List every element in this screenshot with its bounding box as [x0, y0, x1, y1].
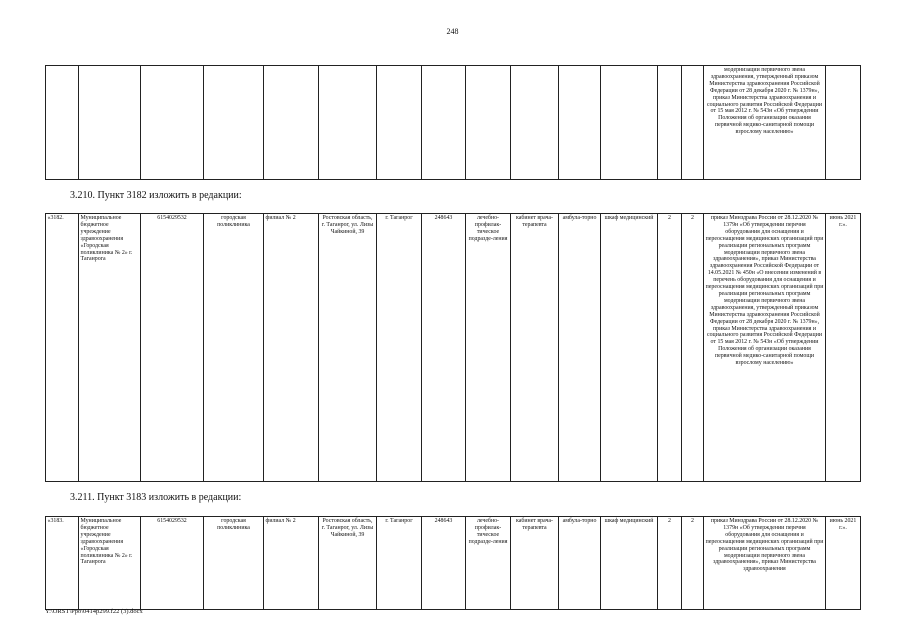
- cell-id: [46, 66, 79, 180]
- table-row: [46, 517, 861, 610]
- cell-qty2: 2: [682, 517, 704, 610]
- cell-branch: филиал № 2: [264, 214, 319, 482]
- cell-inn: 6154029532: [141, 517, 204, 610]
- cell-profile: лечебно-профилак-тическое подразде-ления: [466, 214, 511, 482]
- cell-code: 248643: [422, 214, 466, 482]
- cell-mode: амбула-торно: [559, 214, 601, 482]
- cell-equipment: [601, 66, 658, 180]
- cell-qty1: 2: [658, 214, 682, 482]
- cell-room: кабинет врача-терапевта: [511, 517, 559, 610]
- cell-branch: филиал № 2: [264, 517, 319, 610]
- cell-address: Ростовская область, г. Таганрог, ул. Лизы Чайкиной, 39: [319, 214, 377, 482]
- cell-date: июнь 2021 г.».: [826, 214, 861, 482]
- cell-branch: [264, 66, 319, 180]
- cell-id: «3183.: [46, 517, 79, 610]
- cell-basis: приказ Минздрава России от 28.12.2020 № 1379н «Об утверждении перечня оборудования для оснащения и переоснащения медицинских организаций при реализации региональных программ модернизации первичного звена здравоохранения», приказ Министерства здравоохранения: [704, 517, 826, 610]
- cell-mode: [559, 66, 601, 180]
- registry-table-3183: [45, 516, 861, 610]
- page-number: 248: [446, 27, 459, 36]
- cell-qty2: [682, 66, 704, 180]
- cell-room: кабинет врача-терапевта: [511, 214, 559, 482]
- table-row: [46, 214, 861, 482]
- section-heading-3210: 3.210. Пункт 3182 изложить в редакции:: [70, 190, 242, 201]
- cell-inn: [141, 66, 204, 180]
- cell-name: [79, 66, 141, 180]
- cell-profile: [466, 66, 511, 180]
- cell-room: [511, 66, 559, 180]
- registry-table-continuation: [45, 65, 861, 180]
- cell-name: Муниципальное бюджетное учреждение здравоохранения «Городская поликлиника № 2» г. Таганрога: [79, 517, 141, 610]
- cell-address: [319, 66, 377, 180]
- cell-type: городская поликлиника: [204, 517, 264, 610]
- section-heading-3211: 3.211. Пункт 3183 изложить в редакции:: [70, 492, 242, 503]
- cell-profile: лечебно-профилак-тическое подразде-ления: [466, 517, 511, 610]
- cell-equipment: шкаф медицинский: [601, 517, 658, 610]
- cell-inn: 6154029532: [141, 214, 204, 482]
- footer-file-path: Y:\ORST\Ppo\0414p299.f22 (3).docx: [45, 608, 143, 615]
- cell-name: Муниципальное бюджетное учреждение здравоохранения «Городская поликлиника № 2» г. Таганрога: [79, 214, 141, 482]
- cell-address: Ростовская область, г. Таганрог, ул. Лизы Чайкиной, 39: [319, 517, 377, 610]
- cell-basis: приказ Минздрава России от 28.12.2020 № 1379н «Об утверждении перечня оборудования для оснащения и переоснащения медицинских организаций при реализации региональных программ модернизации первичного звена здравоохранения», приказ Министерства здравоохранения Российской Федерации от 14.05.2021 № 450н «О внесении изменений в перечень оборудования для оснащения и переоснащения медицинских организаций при реализации региональных программ модернизации первичного звена здравоохранения, утвержденный приказом Министерства здравоохранения Российской Федерации от 28 декабря 2020 г. № 1379н», приказ Министерства здравоохранения и социального развития Российской Федерации от 15 мая 2012 г. № 543н «Об утверждении Положения об организации оказания первичной медико-санитарной помощи взрослому населению»: [704, 214, 826, 482]
- cell-date: июнь 2021 г.».: [826, 517, 861, 610]
- cell-city: г. Таганрог: [377, 517, 422, 610]
- cell-basis: модернизации первичного звена здравоохранения, утвержденный приказом Министерства здравоохранения Российской Федерации от 28 декабря 2020 г. № 1379н», приказ Министерства здравоохранения и социального развития Российской Федерации от 15 мая 2012 г. № 543н «Об утверждении Положения об организации оказания первичной медико-санитарной помощи взрослому населению»: [704, 66, 826, 180]
- cell-date: [826, 66, 861, 180]
- registry-table-3182: [45, 213, 861, 482]
- cell-code: [422, 66, 466, 180]
- table-row: [46, 66, 861, 180]
- cell-id: «3182.: [46, 214, 79, 482]
- cell-city: г. Таганрог: [377, 214, 422, 482]
- cell-mode: амбула-торно: [559, 517, 601, 610]
- cell-city: [377, 66, 422, 180]
- cell-type: [204, 66, 264, 180]
- cell-qty1: [658, 66, 682, 180]
- cell-qty1: 2: [658, 517, 682, 610]
- cell-equipment: шкаф медицинский: [601, 214, 658, 482]
- cell-code: 248643: [422, 517, 466, 610]
- cell-type: городская поликлиника: [204, 214, 264, 482]
- cell-qty2: 2: [682, 214, 704, 482]
